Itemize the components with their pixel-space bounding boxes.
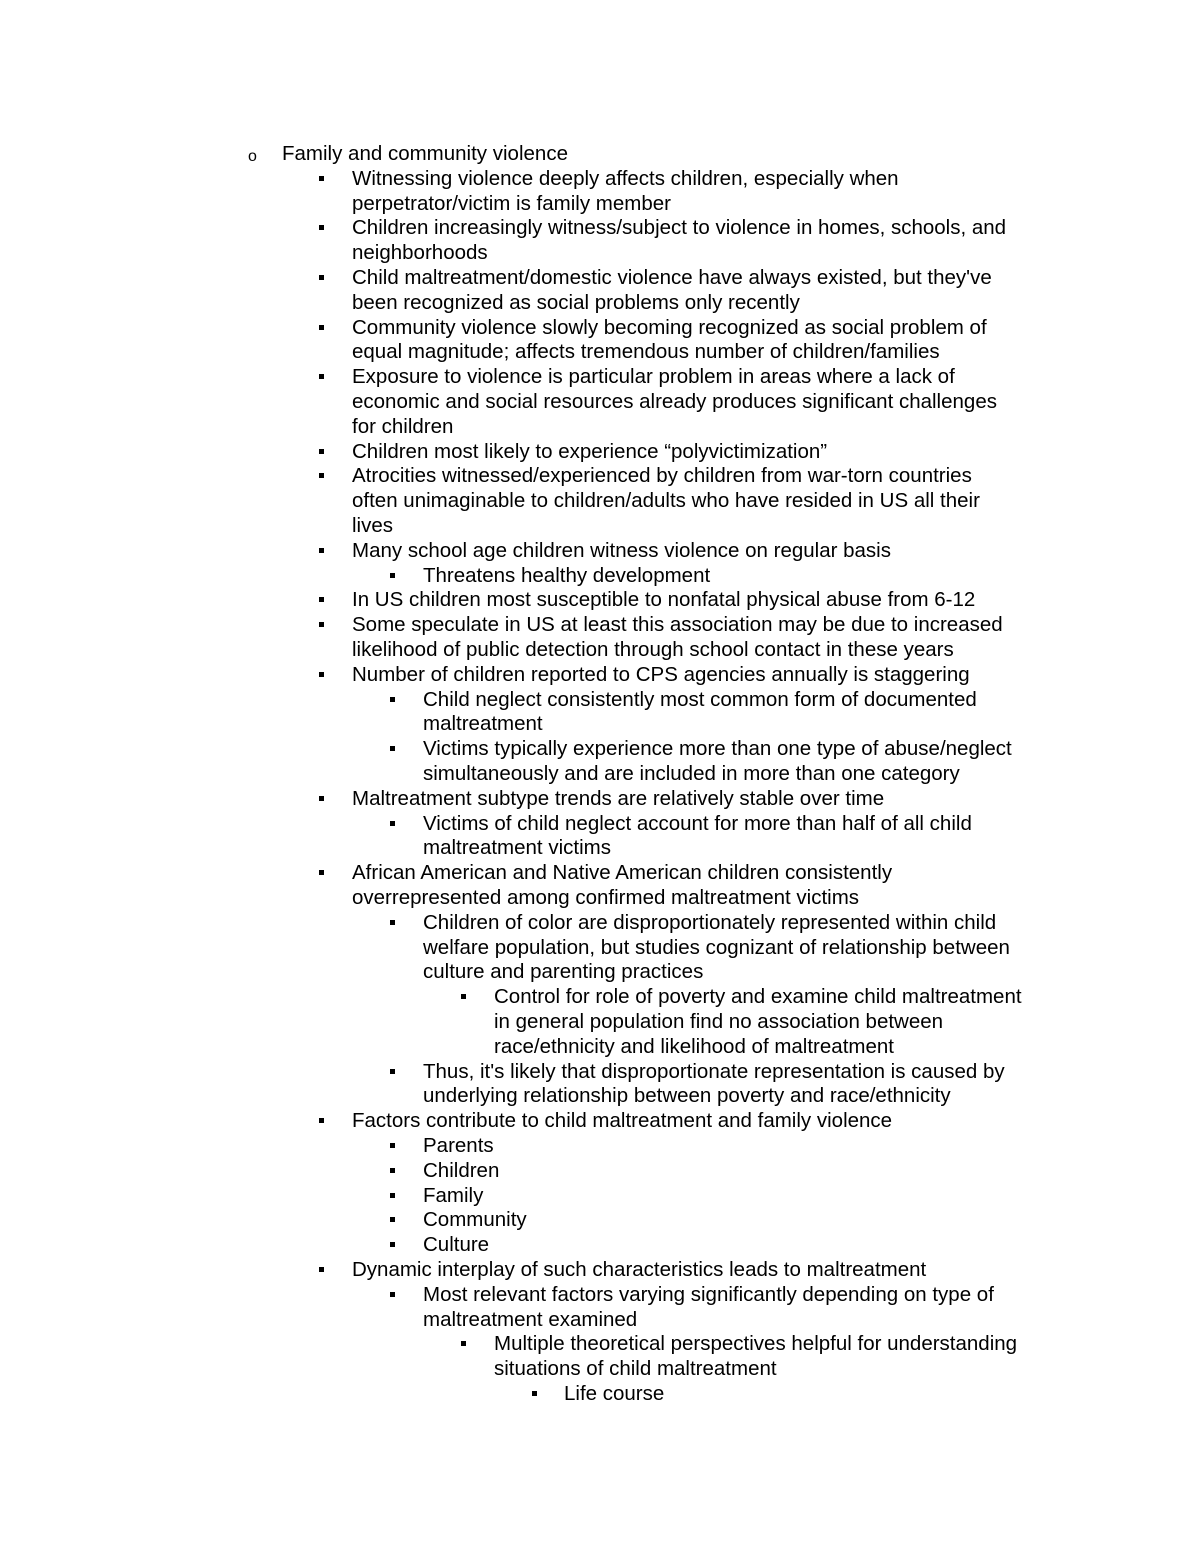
list-item (423, 1060, 1005, 1085)
list-item-continuation (352, 192, 671, 217)
square-bullet-icon (390, 1193, 395, 1198)
list-item-text: Atrocities witnessed/experienced by children from war-torn countries (352, 464, 972, 488)
hollow-bullet-icon: o (248, 148, 257, 165)
list-item (423, 564, 710, 589)
square-bullet-icon (319, 374, 324, 379)
square-bullet-icon (319, 548, 324, 553)
list-item-continuation (352, 886, 859, 911)
square-bullet-icon (319, 622, 324, 627)
list-item-continuation (494, 1010, 943, 1035)
square-bullet-icon (319, 325, 324, 330)
list-item (352, 861, 892, 886)
list-item-continuation (494, 1035, 894, 1060)
list-item-text: Many school age children witness violence on regular basis (352, 538, 891, 562)
list-item-text: Victims typically experience more than one type of abuse/neglect (423, 737, 1012, 761)
list-item-continuation (352, 514, 393, 539)
list-item (352, 365, 955, 390)
square-bullet-icon (319, 672, 324, 677)
list-item-text: Number of children reported to CPS agencies annually is staggering (352, 662, 970, 686)
list-item (352, 464, 972, 489)
list-item (352, 440, 827, 465)
list-item-text: maltreatment (423, 712, 543, 736)
list-item-text: Parents (423, 1134, 494, 1157)
list-item-text: for children (352, 414, 454, 438)
list-item-text: situations of child maltreatment (494, 1357, 777, 1381)
list-item-text: simultaneously and are included in more than one category (423, 762, 960, 785)
list-item-continuation (494, 1357, 777, 1382)
list-item-continuation (352, 340, 940, 365)
list-item-continuation (352, 241, 488, 266)
square-bullet-icon (390, 1217, 395, 1222)
list-item-text: welfare population, but studies cognizant of relationship between (423, 935, 1010, 959)
list-item (423, 1159, 499, 1184)
list-item-text: perpetrator/victim is family member (352, 191, 671, 215)
list-item-continuation (352, 489, 980, 514)
list-item (423, 1233, 489, 1258)
list-item (423, 737, 1012, 762)
square-bullet-icon (319, 225, 324, 230)
list-item-text: often unimaginable to children/adults who have resided in US all their (352, 489, 980, 513)
list-item-continuation (352, 291, 800, 316)
square-bullet-icon (390, 697, 395, 702)
list-item (423, 1184, 483, 1209)
list-item (352, 1109, 892, 1134)
square-bullet-icon (319, 870, 324, 875)
square-bullet-icon (532, 1391, 537, 1396)
list-item (352, 539, 891, 564)
square-bullet-icon (390, 573, 395, 578)
list-item-text: Factors contribute to child maltreatment and family violence (352, 1109, 893, 1133)
square-bullet-icon (461, 1341, 466, 1346)
square-bullet-icon (390, 1242, 395, 1247)
list-item-text: Threatens healthy development (423, 563, 711, 587)
square-bullet-icon (319, 796, 324, 801)
list-item-text: likelihood of public detection through school contact in these years (352, 638, 954, 661)
square-bullet-icon (461, 994, 466, 999)
square-bullet-icon (319, 275, 324, 280)
list-item-text: Child maltreatment/domestic violence have always existed, but they've (352, 266, 992, 289)
square-bullet-icon (319, 1267, 324, 1272)
list-item-text: been recognized as social problems only recently (352, 290, 800, 314)
square-bullet-icon (319, 473, 324, 478)
list-item-text: overrepresented among confirmed maltreatment victims (352, 886, 860, 909)
list-item (352, 316, 987, 341)
square-bullet-icon (319, 449, 324, 454)
square-bullet-icon (319, 176, 324, 181)
list-item (248, 142, 568, 167)
square-bullet-icon (390, 920, 395, 925)
list-item-text: Children (423, 1158, 500, 1182)
list-item-continuation (423, 712, 543, 737)
list-item-text: equal magnitude; affects tremendous number of children/families (352, 340, 940, 364)
square-bullet-icon (319, 1118, 324, 1123)
list-item-text: Multiple theoretical perspectives helpful for understanding (494, 1332, 1018, 1356)
list-item-text: underlying relationship between poverty and race/ethnicity (423, 1084, 951, 1108)
list-item (423, 688, 977, 713)
list-item-text: Victims of child neglect account for more than half of all child (423, 811, 972, 835)
list-item-text: in general population find no association between (494, 1010, 944, 1033)
list-item-text: Family (423, 1183, 484, 1207)
list-item (352, 216, 1006, 241)
list-item (352, 663, 970, 688)
list-item (564, 1382, 664, 1407)
list-item-text: lives (352, 514, 394, 537)
list-item-text: Family and community violence (282, 142, 568, 165)
list-item-text: Life course (564, 1382, 665, 1405)
list-item-text: Child neglect consistently most common form of documented (423, 687, 977, 711)
list-item-continuation (352, 415, 453, 440)
list-item (352, 588, 975, 613)
list-item-continuation (423, 762, 960, 787)
list-item (423, 911, 996, 936)
list-item (352, 787, 884, 812)
list-item-text: In US children most susceptible to nonfatal physical abuse from 6-12 (352, 588, 976, 612)
list-item-text: maltreatment victims (423, 836, 611, 860)
list-item-text: Witnessing violence deeply affects children, especially when (352, 166, 899, 190)
list-item-continuation (352, 390, 997, 415)
list-item-text: maltreatment examined (423, 1307, 638, 1331)
list-item-text: African American and Native American children consistently (352, 861, 893, 885)
list-item-text: neighborhoods (352, 241, 488, 265)
list-item-continuation (423, 960, 703, 985)
list-item-text: race/ethnicity and likelihood of maltreatment (494, 1034, 894, 1058)
list-item-text: economic and social resources already produces significant challenges (352, 390, 997, 413)
list-item (423, 812, 972, 837)
list-item-continuation (352, 638, 954, 663)
list-item (423, 1283, 994, 1308)
list-item-text: Culture (423, 1233, 490, 1257)
square-bullet-icon (390, 746, 395, 751)
list-item (494, 1332, 1017, 1357)
list-item-continuation (423, 836, 611, 861)
list-item-continuation (423, 1308, 637, 1333)
list-item-continuation (423, 1084, 951, 1109)
list-item (494, 985, 1022, 1010)
list-item-text: Children of color are disproportionately represented within child (423, 910, 997, 934)
list-item-text: Some speculate in US at least this association may be due to increased (352, 613, 1003, 637)
square-bullet-icon (390, 821, 395, 826)
list-item-text: Children increasingly witness/subject to violence in homes, schools, and (352, 216, 1007, 240)
list-item-text: Maltreatment subtype trends are relatively stable over time (352, 786, 885, 810)
list-item-text: Community violence slowly becoming recognized as social problem of (352, 315, 987, 339)
list-item-text: Exposure to violence is particular problem in areas where a lack of (352, 365, 955, 389)
square-bullet-icon (390, 1069, 395, 1074)
list-item-text: Dynamic interplay of such characteristics leads to maltreatment (352, 1258, 927, 1281)
square-bullet-icon (390, 1292, 395, 1297)
list-item-continuation (423, 936, 1010, 961)
square-bullet-icon (319, 597, 324, 602)
list-item (423, 1208, 527, 1233)
list-item-text: Community (423, 1208, 527, 1232)
square-bullet-icon (390, 1143, 395, 1148)
list-item-text: Children most likely to experience “polyvictimization” (352, 439, 828, 463)
list-item (352, 1258, 926, 1283)
square-bullet-icon (390, 1168, 395, 1173)
list-item-text: Most relevant factors varying significantly depending on type of (423, 1282, 994, 1306)
list-item (352, 266, 992, 291)
list-item-text: Thus, it's likely that disproportionate representation is caused by (423, 1059, 1005, 1083)
list-item (352, 613, 1003, 638)
list-item (352, 167, 899, 192)
list-item-text: culture and parenting practices (423, 960, 704, 984)
list-item (423, 1134, 494, 1159)
list-item-text: Control for role of poverty and examine child maltreatment (494, 985, 1022, 1009)
